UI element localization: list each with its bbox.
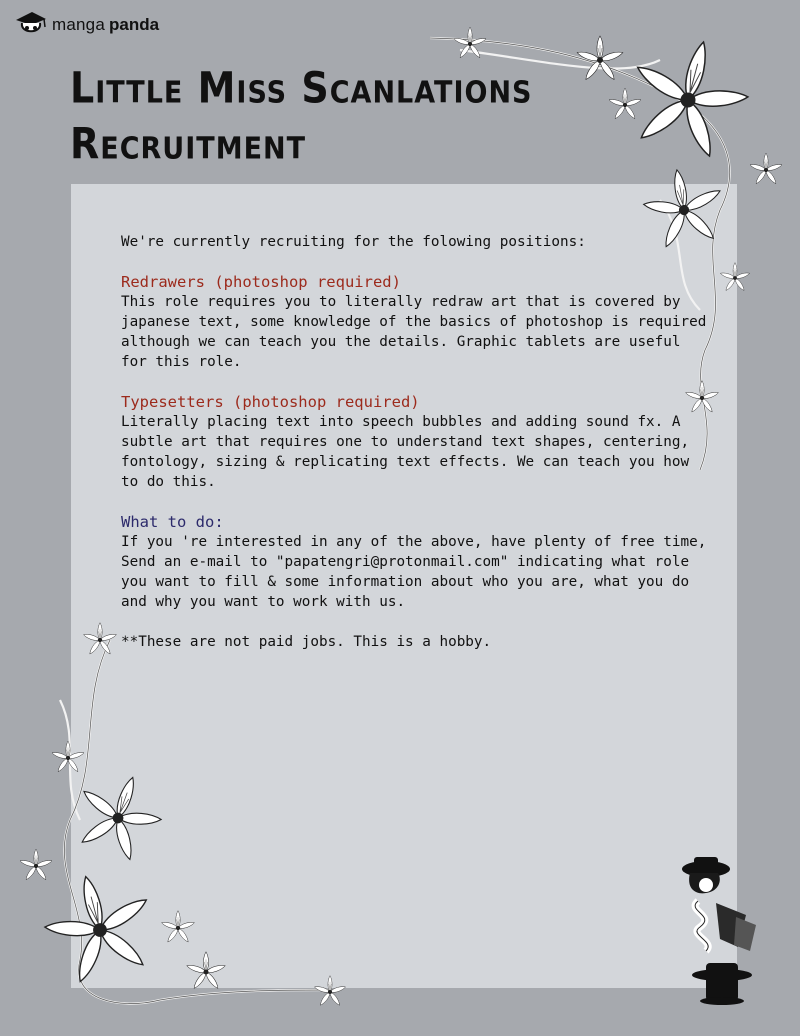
flower-icon xyxy=(617,27,761,167)
flower-icon xyxy=(453,27,486,59)
logo-text-panda: panda xyxy=(108,15,160,34)
section-heading-typesetters: Typesetters (photoshop required) xyxy=(121,393,420,411)
section-heading-redrawers: Redrawers (photoshop required) xyxy=(121,273,401,291)
section-heading-what-to-do: What to do: xyxy=(121,513,224,531)
section-what-to-do xyxy=(121,512,711,612)
title-line-2: Recruitment xyxy=(70,119,307,169)
flower-icon xyxy=(576,36,624,81)
flower-icon xyxy=(749,153,782,185)
flower-icon xyxy=(19,849,52,881)
flower-icon xyxy=(608,88,641,120)
recruitment-text xyxy=(121,232,711,652)
top-hat-girl-icon xyxy=(676,855,766,1005)
section-body-typesetters: Literally placing text into speech bubbles and adding sound fx. A subtle art that requires one to understand text shapes, centering, fontology, sizing & replicating text effects. We can teach you how to do this. xyxy=(121,414,690,490)
footer-note: **These are not paid jobs. This is a hobby. xyxy=(121,634,492,650)
section-typesetters xyxy=(121,392,711,492)
logo-text-manga: manga xyxy=(52,15,105,34)
intro-text: We're currently recruiting for the folowing positions: xyxy=(121,234,586,250)
section-body-what-to-do: If you 're interested in any of the above, have plenty of free time, Send an e-mail to "papatengri@protonmail.com" indicating what role you want to fill & some information about who you are, what you do and why you want to work with us. xyxy=(121,534,707,610)
site-logo[interactable] xyxy=(14,10,159,40)
panda-hat-logo-icon xyxy=(14,10,48,40)
section-redrawers xyxy=(121,272,711,372)
page-title xyxy=(70,60,533,172)
section-body-redrawers: This role requires you to literally redraw art that is covered by japanese text, some knowledge of the basics of photoshop is required although we can teach you the details. Graphic tablets are useful for this role. xyxy=(121,294,707,370)
title-line-1: Little Miss Scanlations xyxy=(70,63,533,113)
